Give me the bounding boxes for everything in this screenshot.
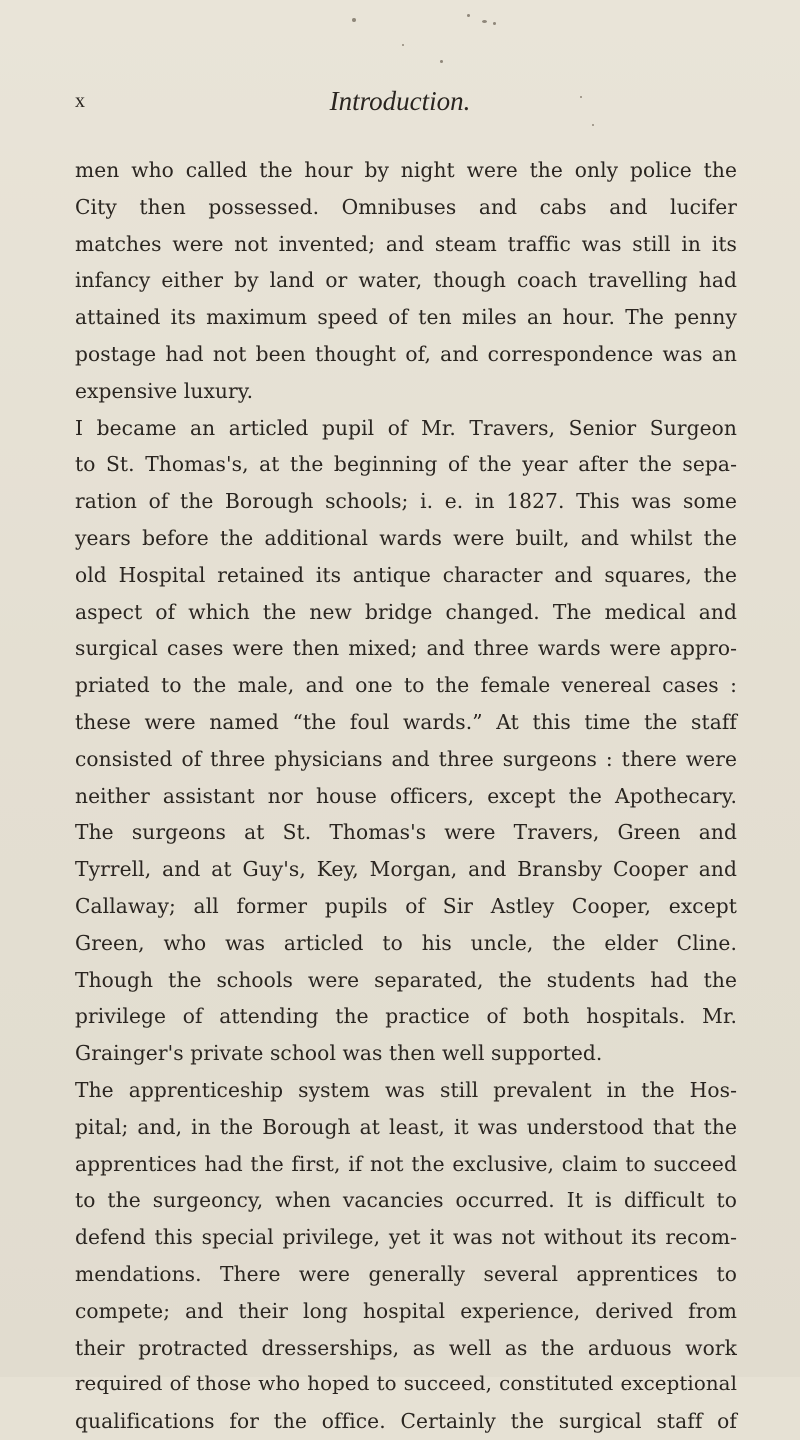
text-line: priated to the male, and one to the female venereal cases :: [75, 673, 737, 698]
text-line: pital; and, in the Borough at least, it was understood that the: [75, 1114, 737, 1139]
text-line: to the surgeoncy, when vacancies occurred. It is difficult to: [75, 1188, 737, 1213]
text-line: The surgeons at St. Thomas's were Travers, Green and: [75, 820, 737, 845]
text-line: Though the schools were separated, the students had the: [75, 967, 737, 992]
running-head: [0, 86, 800, 126]
text-line: their protracted dresserships, as well as the arduous work: [75, 1335, 737, 1360]
text-line: required of those who hoped to succeed, constituted exceptional: [75, 1372, 737, 1396]
text-line: defend this special privilege, yet it was not without its recom-: [75, 1225, 737, 1250]
text-line: The apprenticeship system was still prevalent in the Hos-: [75, 1077, 737, 1102]
text-line: infancy either by land or water, though coach travelling had: [75, 268, 737, 293]
text-line: matches were not invented; and steam traffic was still in its: [75, 231, 737, 256]
text-line: consisted of three physicians and three surgeons : there were: [75, 746, 737, 771]
text-line: postage had not been thought of, and correspondence was an: [75, 341, 737, 366]
text-line: surgical cases were then mixed; and three wards were appro-: [75, 636, 737, 661]
text-line: these were named “the foul wards.” At this time the staff: [75, 709, 737, 734]
text-line: ration of the Borough schools; i. e. in 1827. This was some: [75, 489, 737, 514]
text-line: expensive luxury.: [75, 378, 254, 403]
body-text: [75, 152, 737, 1440]
text-line: men who called the hour by night were the only police the: [75, 158, 737, 182]
text-line: City then possessed. Omnibuses and cabs and lucifer: [75, 194, 737, 219]
text-line: privilege of attending the practice of both hospitals. Mr.: [75, 1004, 737, 1029]
text-line: Tyrrell, and at Guy's, Key, Morgan, and Bransby Cooper and: [75, 857, 737, 882]
text-line: aspect of which the new bridge changed. The medical and: [75, 599, 737, 624]
text-line: to St. Thomas's, at the beginning of the year after the sepa-: [75, 452, 737, 477]
text-line: qualifications for the office. Certainly the surgical staff of: [75, 1409, 737, 1434]
text-line: neither assistant nor house officers, except the Apothecary.: [75, 783, 737, 808]
text-line: Grainger's private school was then well supported.: [75, 1041, 603, 1066]
text-line: Green, who was articled to his uncle, the elder Cline.: [75, 930, 737, 955]
page-number: x: [75, 90, 86, 112]
chapter-title: Introduction.: [329, 86, 471, 116]
text-line: old Hospital retained its antique character and squares, the: [75, 562, 737, 587]
text-line: mendations. There were generally several apprentices to: [75, 1261, 737, 1286]
text-line: Callaway; all former pupils of Sir Astley Cooper, except: [75, 893, 737, 918]
text-line: I became an articled pupil of Mr. Travers, Senior Surgeon: [75, 415, 737, 440]
text-line: apprentices had the first, if not the exclusive, claim to succeed: [75, 1151, 737, 1176]
text-line: attained its maximum speed of ten miles an hour. The penny: [75, 305, 737, 330]
text-line: years before the additional wards were built, and whilst the: [75, 525, 737, 550]
text-line: compete; and their long hospital experience, derived from: [75, 1298, 737, 1323]
